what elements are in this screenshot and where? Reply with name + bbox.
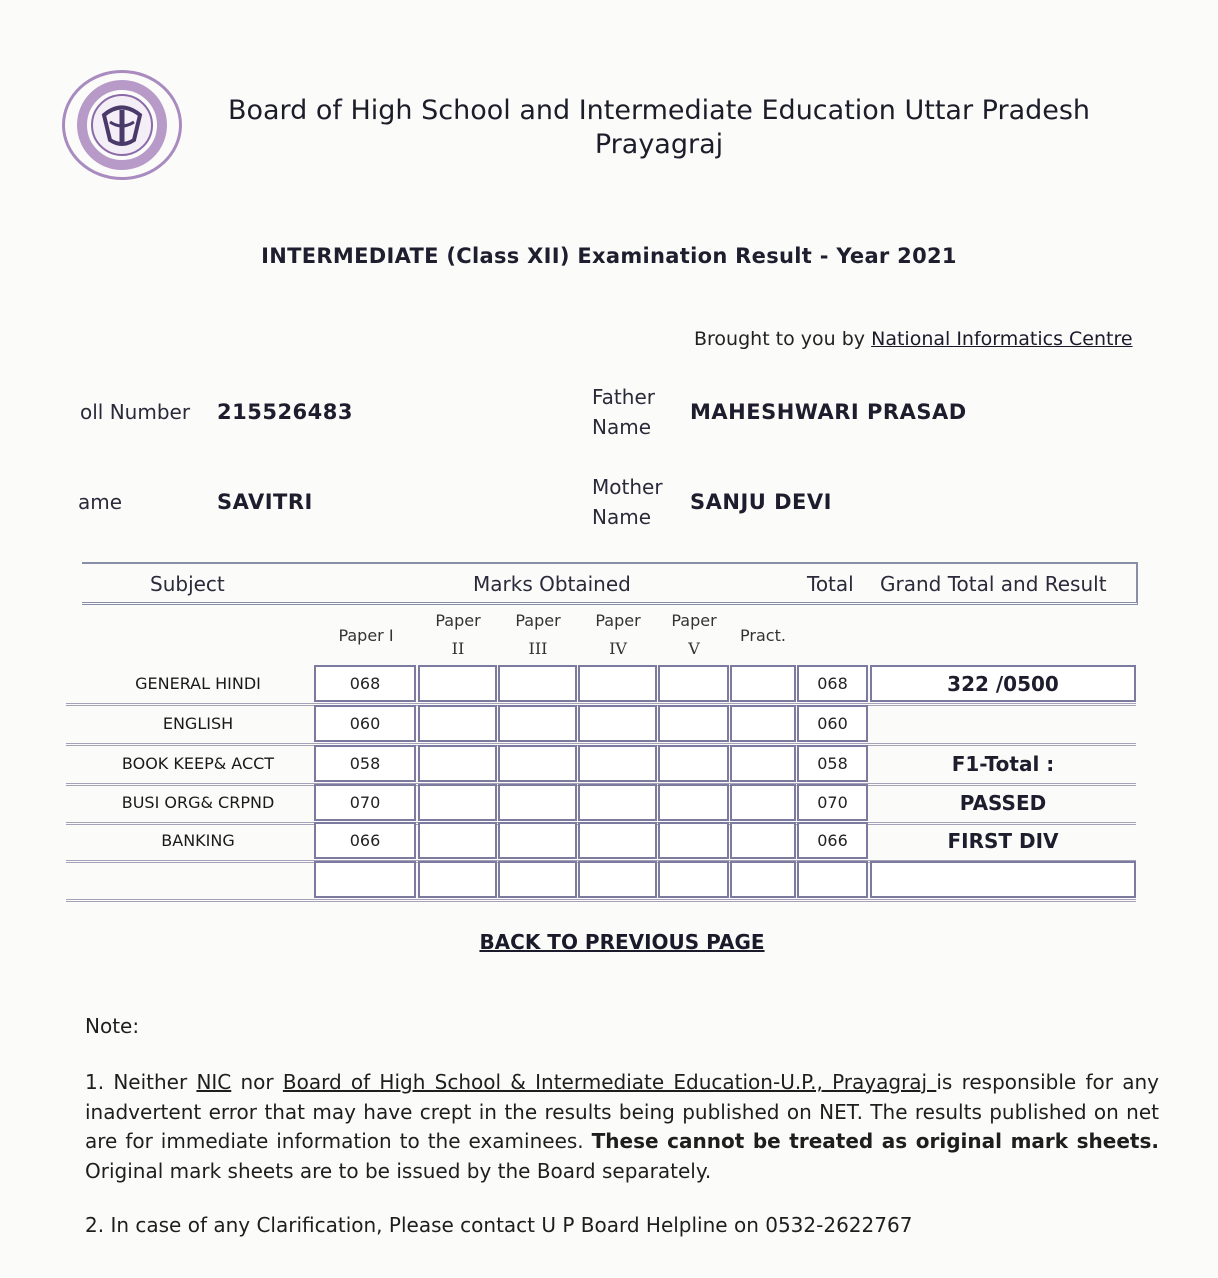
- paper3-cell: [498, 784, 577, 821]
- table-row: [66, 665, 1136, 706]
- credit-prefix: Brought to you by: [694, 328, 866, 350]
- subject-cell: GENERAL HINDI: [135, 674, 261, 693]
- marks-table-header: [82, 562, 1138, 605]
- table-row: [66, 822, 1136, 863]
- roll-number-value: 215526483: [217, 400, 354, 424]
- subject-cell: BUSI ORG& CRPND: [121, 793, 275, 812]
- nic-note-link[interactable]: NIC: [196, 1070, 232, 1094]
- grand-result-cell: [870, 861, 1136, 898]
- mother-label-line2: Name: [592, 505, 652, 529]
- grand-result-cell: F1-Total :: [951, 751, 1055, 776]
- board-name: Board of High School and Intermediate Education Uttar Pradesh: [227, 95, 1091, 126]
- grand-result-cell: 322 /0500: [870, 665, 1136, 702]
- total-cell: 060: [797, 705, 868, 742]
- note-2: 2. In case of any Clarification, Please contact U P Board Helpline on 0532-2622767: [85, 1213, 913, 1237]
- paper3-cell: [498, 745, 577, 782]
- back-link-container: [0, 930, 1218, 954]
- father-label-line1: Father: [592, 385, 655, 409]
- note-heading: Note:: [85, 1014, 140, 1038]
- subheader-paper-3: Paper III: [515, 611, 561, 658]
- table-row: [66, 705, 1136, 746]
- paper2-cell: [418, 665, 497, 702]
- total-cell: 058: [797, 745, 868, 782]
- table-row: [66, 745, 1136, 786]
- paper4-cell: [578, 705, 657, 742]
- student-name-value: SAVITRI: [217, 490, 313, 514]
- paper4-cell: [578, 665, 657, 702]
- note-1-bold: These cannot be treated as original mark sheets.: [591, 1129, 1159, 1153]
- paper4-cell: [578, 745, 657, 782]
- paper3-cell: [498, 822, 577, 859]
- father-name-value: MAHESHWARI PRASAD: [690, 400, 967, 424]
- subheader-practical: Pract.: [740, 626, 786, 645]
- subheader-paper-1: Paper I: [338, 626, 394, 645]
- paper4-cell: [578, 861, 657, 898]
- paper1-cell: 058: [314, 745, 416, 782]
- nic-link[interactable]: National Informatics Centre: [871, 328, 1133, 350]
- paper1-cell: 068: [314, 665, 416, 702]
- header-grand-total: Grand Total and Result: [880, 572, 1107, 596]
- paper1-cell: 070: [314, 784, 416, 821]
- paper1-cell: [314, 861, 416, 898]
- note-1: 1. Neither NIC nor Board of High School & Intermediate Education-U.P., Prayagraj is responsible for any inadvertent error that may have crept in the results being published on NET. The results published on net are for immediate information to the examinees. These cannot be treated as original mark sheets. Original mark sheets are to be issued by the Board separately.: [85, 1070, 1159, 1183]
- paper4-cell: [578, 784, 657, 821]
- paper3-cell: [498, 705, 577, 742]
- paper2-cell: [418, 822, 497, 859]
- practical-cell: [730, 665, 796, 702]
- table-row-empty: [66, 861, 1136, 902]
- subject-cell: BOOK KEEP& ACCT: [121, 754, 275, 773]
- paper2-cell: [418, 745, 497, 782]
- practical-cell: [730, 861, 796, 898]
- subheader-paper-5: Paper V: [671, 611, 717, 658]
- practical-cell: [730, 822, 796, 859]
- exam-title: INTERMEDIATE (Class XII) Examination Result - Year 2021: [261, 244, 957, 268]
- table-row: [66, 784, 1136, 825]
- back-to-previous-page-link[interactable]: BACK TO PREVIOUS PAGE: [479, 930, 765, 954]
- paper1-cell: 060: [314, 705, 416, 742]
- practical-cell: [730, 745, 796, 782]
- practical-cell: [730, 784, 796, 821]
- grand-result-cell: [870, 705, 1136, 742]
- header-subject: Subject: [150, 572, 225, 596]
- mother-name-value: SANJU DEVI: [690, 490, 832, 514]
- subject-cell: BANKING: [161, 831, 235, 850]
- paper5-cell: [658, 784, 729, 821]
- paper5-cell: [658, 822, 729, 859]
- header-total: Total: [807, 572, 854, 596]
- paper1-cell: 066: [314, 822, 416, 859]
- board-note-link[interactable]: Board of High School & Intermediate Education-U.P., Prayagraj: [282, 1070, 937, 1094]
- paper4-cell: [578, 822, 657, 859]
- total-cell: 068: [797, 665, 868, 702]
- total-cell: 066: [797, 822, 868, 859]
- board-city: Prayagraj: [594, 129, 724, 160]
- grand-result-cell: PASSED: [959, 790, 1047, 815]
- paper5-cell: [658, 745, 729, 782]
- total-cell: [797, 861, 868, 898]
- name-label: ame: [78, 490, 123, 514]
- subject-cell: ENGLISH: [162, 714, 234, 733]
- paper2-cell: [418, 861, 497, 898]
- header-marks-obtained: Marks Obtained: [473, 572, 631, 596]
- subheader-paper-4: Paper IV: [595, 611, 641, 658]
- paper2-cell: [418, 784, 497, 821]
- paper5-cell: [658, 861, 729, 898]
- grand-result-cell: FIRST DIV: [947, 828, 1059, 853]
- paper3-cell: [498, 665, 577, 702]
- subheader-paper-2: Paper II: [435, 611, 481, 658]
- paper2-cell: [418, 705, 497, 742]
- paper5-cell: [658, 705, 729, 742]
- practical-cell: [730, 705, 796, 742]
- total-cell: 070: [797, 784, 868, 821]
- paper5-cell: [658, 665, 729, 702]
- father-label-line2: Name: [592, 415, 652, 439]
- credit-line: [694, 328, 1133, 350]
- mother-label-line1: Mother: [592, 475, 663, 499]
- paper3-cell: [498, 861, 577, 898]
- roll-number-label: oll Number: [80, 400, 191, 424]
